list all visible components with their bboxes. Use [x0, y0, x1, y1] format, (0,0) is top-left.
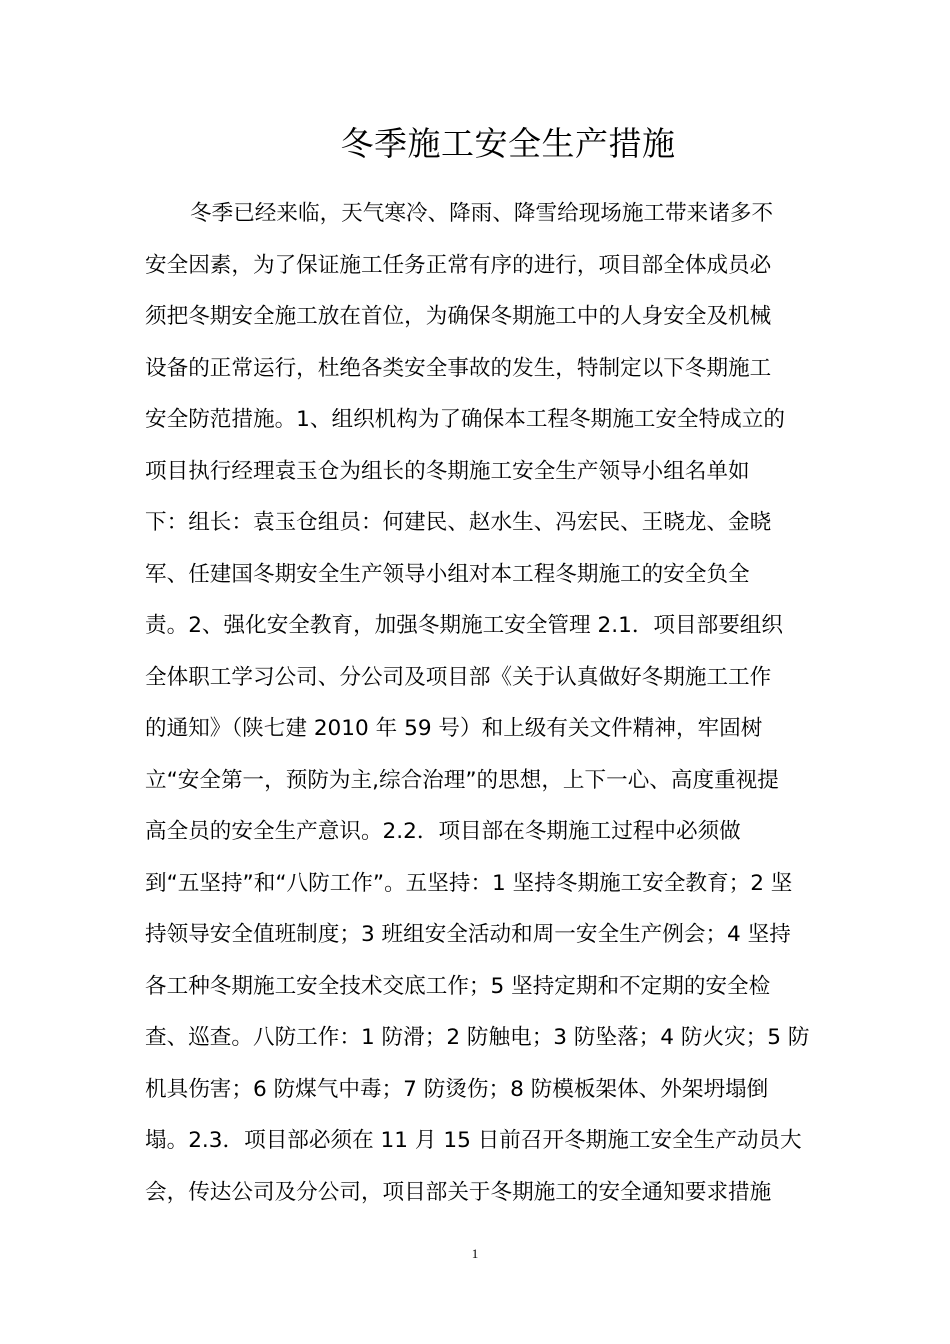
- body-line: 的通知》（陕七建 2010 年 59 号）和上级有关文件精神，牢固树: [145, 716, 763, 741]
- body-line: 须把冬期安全施工放在首位，为确保冬期施工中的人身安全及机械: [145, 304, 772, 329]
- body-line: 安全因素，为了保证施工任务正常有序的进行，项目部全体成员必: [145, 253, 772, 278]
- body-line: 军、任建国冬期安全生产领导小组对本工程冬期施工的安全负全: [145, 562, 750, 587]
- body-line: 责。2、强化安全教育，加强冬期施工安全管理 2.1．项目部要组织: [145, 613, 783, 638]
- body-line: 持领导安全值班制度；3 班组安全活动和周一安全生产例会；4 坚持: [145, 922, 791, 947]
- body-line: 机具伤害；6 防煤气中毒；7 防烫伤；8 防模板架体、外架坍塌倒: [145, 1077, 769, 1102]
- page-number: 1: [471, 1246, 479, 1261]
- body-line: 查、巡查。八防工作：1 防滑；2 防触电；3 防坠落；4 防火灾；5 防: [145, 1025, 810, 1050]
- body-line: 项目执行经理袁玉仓为组长的冬期施工安全生产领导小组名单如: [145, 459, 750, 484]
- body-line: 到“五坚持”和“八防工作”。五坚持：1 坚持冬期施工安全教育；2 坚: [145, 871, 793, 896]
- body-line: 安全防范措施。1、组织机构为了确保本工程冬期施工安全特成立的: [145, 407, 785, 432]
- body-line: 会，传达公司及分公司，项目部关于冬期施工的安全通知要求措施: [145, 1180, 772, 1205]
- body-line: 冬季已经来临，天气寒冷、降雨、降雪给现场施工带来诸多不: [190, 201, 774, 226]
- body-line: 各工种冬期施工安全技术交底工作；5 坚持定期和不定期的安全检: [145, 974, 771, 999]
- body-line: 设备的正常运行，杜绝各类安全事故的发生，特制定以下冬期施工: [145, 356, 772, 381]
- body-line: 塌。2.3．项目部必须在 11 月 15 日前召开冬期施工安全生产动员大: [145, 1128, 802, 1153]
- body-line: 高全员的安全生产意识。2.2．项目部在冬期施工过程中必须做: [145, 819, 741, 844]
- document-title: 冬季施工安全生产措施: [340, 124, 676, 163]
- body-line: 全体职工学习公司、分公司及项目部《关于认真做好冬期施工工作: [145, 665, 772, 690]
- body-line: 下：组长：袁玉仓组员：何建民、赵水生、冯宏民、王晓龙、金晓: [145, 510, 772, 535]
- body-line: 立“安全第一，预防为主,综合治理”的思想，上下一心、高度重视提: [145, 768, 779, 793]
